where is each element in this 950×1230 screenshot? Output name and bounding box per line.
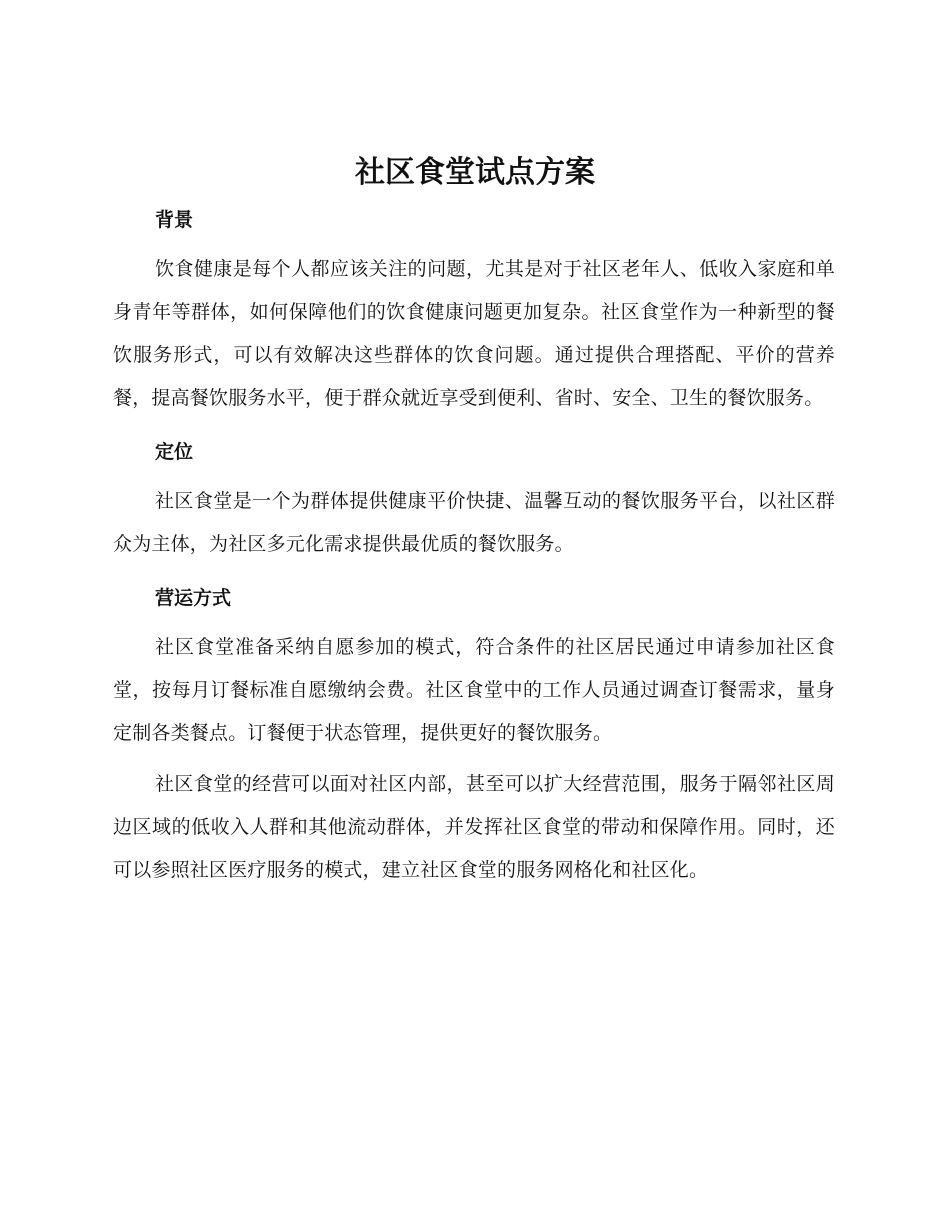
section-paragraph-background: 饮食健康是每个人都应该关注的问题，尤其是对于社区老年人、低收入家庭和单身青年等群体，如何保障他们的饮食健康问题更加复杂。社区食堂作为一种新型的餐饮服务形式，可以有效解决这些群体的饮食问题。通过提供合理搭配、平价的营养餐，提高餐饮服务水平，便于群众就近享受到便利、省时、安全、卫生的餐饮服务。 [113, 258, 835, 409]
section-paragraph-positioning: 社区食堂是一个为群体提供健康平价快捷、温馨互动的餐饮服务平台，以社区群众为主体，为社区多元化需求提供最优质的餐饮服务。 [113, 490, 835, 555]
section-paragraph-operation-2: 社区食堂的经营可以面对社区内部，甚至可以扩大经营范围，服务于隔邻社区周边区域的低收入人群和其他流动群体，并发挥社区食堂的带动和保障作用。同时，还可以参照社区医疗服务的模式，建立社区食堂的服务网格化和社区化。 [113, 773, 835, 881]
document-body [113, 200, 835, 892]
document-title: 社区食堂试点方案 [355, 155, 595, 190]
section-paragraph-operation-1: 社区食堂准备采纳自愿参加的模式，符合条件的社区居民通过申请参加社区食堂，按每月订餐标准自愿缴纳会费。社区食堂中的工作人员通过调查订餐需求，量身定制各类餐点。订餐便于状态管理，提供更好的餐饮服务。 [113, 636, 835, 744]
section-heading-operation: 营运方式 [155, 587, 232, 609]
section-heading-background: 背景 [155, 209, 194, 231]
section-heading-positioning: 定位 [155, 441, 194, 463]
